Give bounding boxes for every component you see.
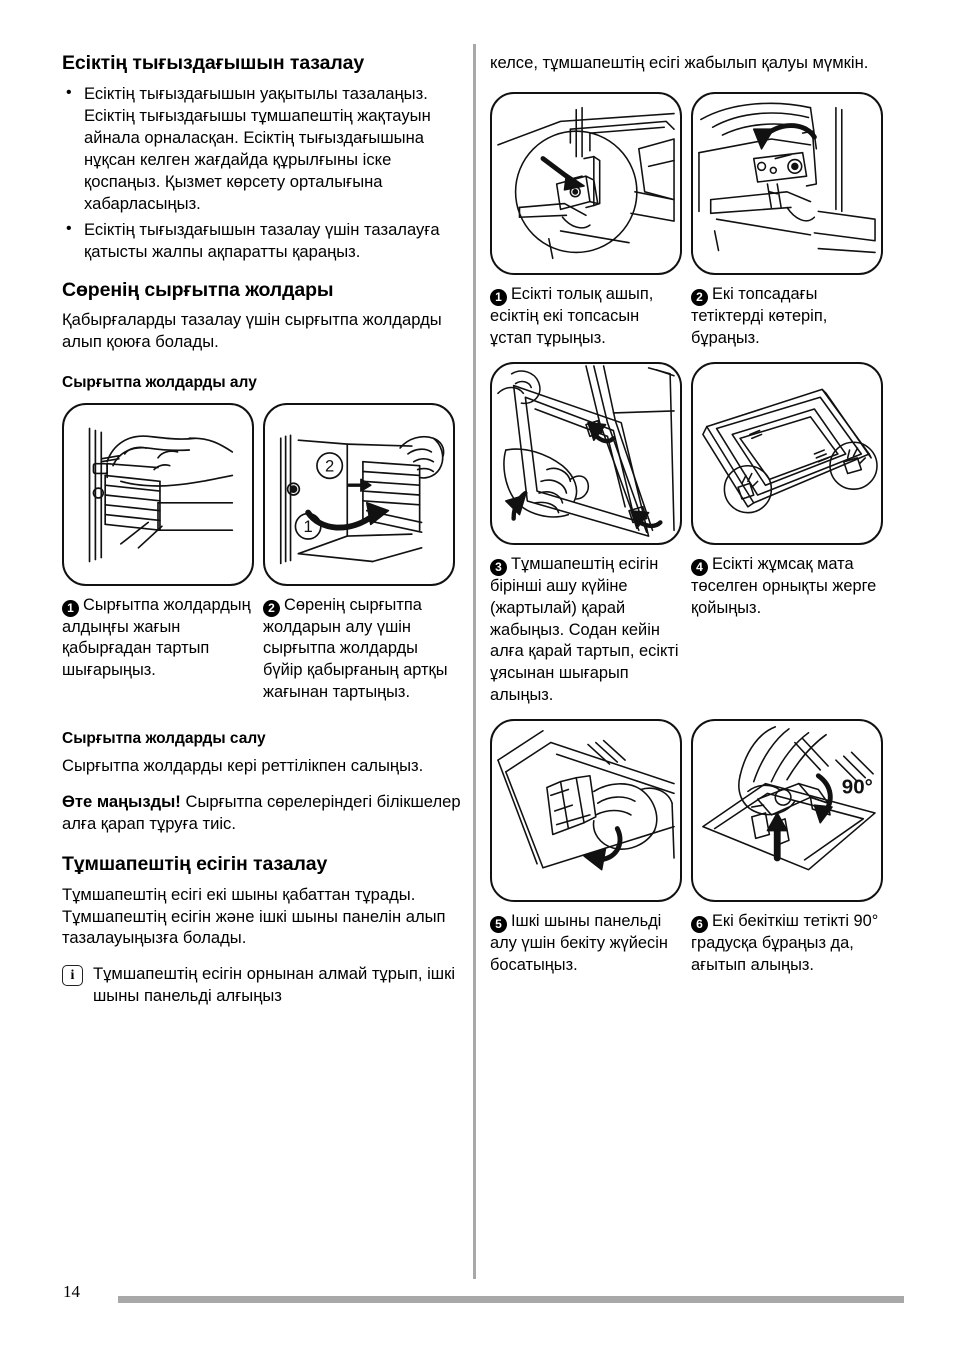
step-badge-5: 5 bbox=[490, 916, 507, 933]
caption-1 bbox=[62, 595, 254, 704]
step-badge-4: 4 bbox=[691, 559, 708, 576]
left-column bbox=[62, 52, 462, 1007]
info-icon: i bbox=[62, 965, 83, 986]
caption-step-5 bbox=[490, 911, 682, 976]
important-label: Өте маңызды! bbox=[62, 791, 181, 811]
step-badge-2: 2 bbox=[263, 600, 280, 617]
paragraph-shelf-rails-intro: Қабырғаларды тазалау үшін сырғытпа жолдарды алып қоюға болады. bbox=[62, 310, 442, 352]
figure-row-steps-5-6 bbox=[490, 719, 890, 902]
figure-door-hinge-closeup bbox=[490, 92, 682, 275]
paragraph-important bbox=[62, 791, 462, 835]
door-seal-bullet-list bbox=[62, 83, 462, 263]
figure-row-remove-rails bbox=[62, 403, 462, 586]
caption-step-4 bbox=[691, 554, 883, 706]
caption-step-3-text: Тұмшапештің есігін бірінші ашу күйіне (жартылай) қарай жабыңыз. Содан кейін алға қарай тартып, есікті ұясынан шығарып алыңыз. bbox=[490, 555, 679, 704]
info-note bbox=[62, 963, 462, 1007]
figure-shelf-rail-front-pull bbox=[62, 403, 254, 586]
figure-row-steps-1-2 bbox=[490, 92, 890, 275]
footer-rule bbox=[118, 1296, 904, 1303]
step-badge-2: 2 bbox=[691, 289, 708, 306]
svg-text:2: 2 bbox=[325, 456, 335, 476]
svg-text:1: 1 bbox=[303, 516, 313, 536]
caption-step-4-text: Есікті жұмсақ мата төселген орнықты жерге қойыңыз. bbox=[691, 555, 877, 617]
caption-step-6 bbox=[691, 911, 883, 976]
subheading-remove-rails: Сырғытпа жолдарды алу bbox=[62, 374, 257, 392]
caption-step-1-text: Есікті толық ашып, есіктің екі топсасын ұстап тұрыңыз. bbox=[490, 284, 654, 347]
caption-row-steps-3-4 bbox=[490, 554, 890, 706]
caption-step-2 bbox=[691, 284, 883, 349]
caption-2-text: Сөренің сырғытпа жолдарын алу үшін сырғытпа жолдарды бүйір қабырғаның артқы жағынан тартыңыз. bbox=[263, 595, 448, 701]
figure-locking-lever-90-degrees bbox=[691, 719, 883, 902]
page-footer bbox=[0, 1260, 954, 1352]
angle-label-text: 90° bbox=[841, 775, 873, 799]
caption-step-2-text: Екі топсадағы тетіктерді көтеріп, бұраңыз. bbox=[691, 284, 828, 347]
step-badge-3: 3 bbox=[490, 559, 507, 576]
caption-step-5-text: Ішкі шыны панельді алу үшін бекіту жүйесін босатыңыз. bbox=[490, 912, 668, 974]
list-item: • Есіктің тығыздағышын тазалау үшін тазалауға қатысты жалпы ақпаратты қараңыз. bbox=[62, 219, 462, 263]
step-badge-6: 6 bbox=[691, 916, 708, 933]
heading-door-seal-cleaning: Есіктің тығыздағышын тазалау bbox=[62, 52, 365, 74]
subheading-install-rails: Сырғытпа жолдарды салу bbox=[62, 730, 266, 748]
list-item: • Есіктің тығыздағышын уақытылы тазалаңыз. Есіктің тығыздағышы тұмшапештің жақтауын айнала орналасқан. Есіктің тығыздағышына нұқсан келген жағдайда құрылғыны іске қоспаңыз. Қызмет көрсету орталығына хабарласыңыз. bbox=[62, 83, 462, 215]
figure-hinge-lever-rotate bbox=[691, 92, 883, 275]
caption-row-steps-5-6 bbox=[490, 911, 890, 976]
caption-row-remove-rails bbox=[62, 595, 462, 704]
paragraph-oven-door: Тұмшапештің есігі екі шыны қабаттан тұрады. Тұмшапештің есігін және ішкі шыны панелін алып тазалауыңызға болады. bbox=[62, 884, 446, 948]
right-column bbox=[490, 52, 890, 977]
caption-step-6-text: Екі бекіткіш тетікті 90° градусқа бұраңыз да, ағытып алыңыз. bbox=[691, 912, 879, 974]
heading-shelf-rails: Сөренің сырғытпа жолдары bbox=[62, 278, 334, 301]
step-badge-1: 1 bbox=[62, 600, 79, 617]
step-badge-1: 1 bbox=[490, 289, 507, 306]
caption-1-text: Сырғытпа жолдардың алдыңғы жағын қабырғадан тартып шығарыңыз. bbox=[62, 595, 251, 680]
caption-2 bbox=[263, 595, 455, 704]
caption-step-3 bbox=[490, 554, 682, 706]
paragraph-continuation: келсе, тұмшапештің есігі жабылып қалуы мүмкін. bbox=[490, 53, 869, 72]
figure-shelf-rail-rear-pull bbox=[263, 403, 455, 586]
info-note-text: Тұмшапештің есігін орнынан алмай тұрып, ішкі шыны панельді алғыңыз bbox=[93, 964, 456, 1006]
heading-clean-oven-door: Тұмшапештің есігін тазалау bbox=[62, 852, 328, 875]
page-number: 14 bbox=[63, 1282, 80, 1301]
paragraph-install-rails: Сырғытпа жолдарды кері реттілікпен салыңыз. bbox=[62, 755, 424, 775]
figure-door-laid-on-cloth bbox=[691, 362, 883, 545]
figure-row-steps-3-4 bbox=[490, 362, 890, 545]
figure-locking-system-release bbox=[490, 719, 682, 902]
caption-row-steps-1-2 bbox=[490, 284, 890, 349]
figure-door-removal-two-hands bbox=[490, 362, 682, 545]
caption-step-1 bbox=[490, 284, 682, 349]
important-text: Сырғытпа сөрелеріндегі білікшелер алға қарап тұруға тиіс. bbox=[62, 791, 461, 833]
